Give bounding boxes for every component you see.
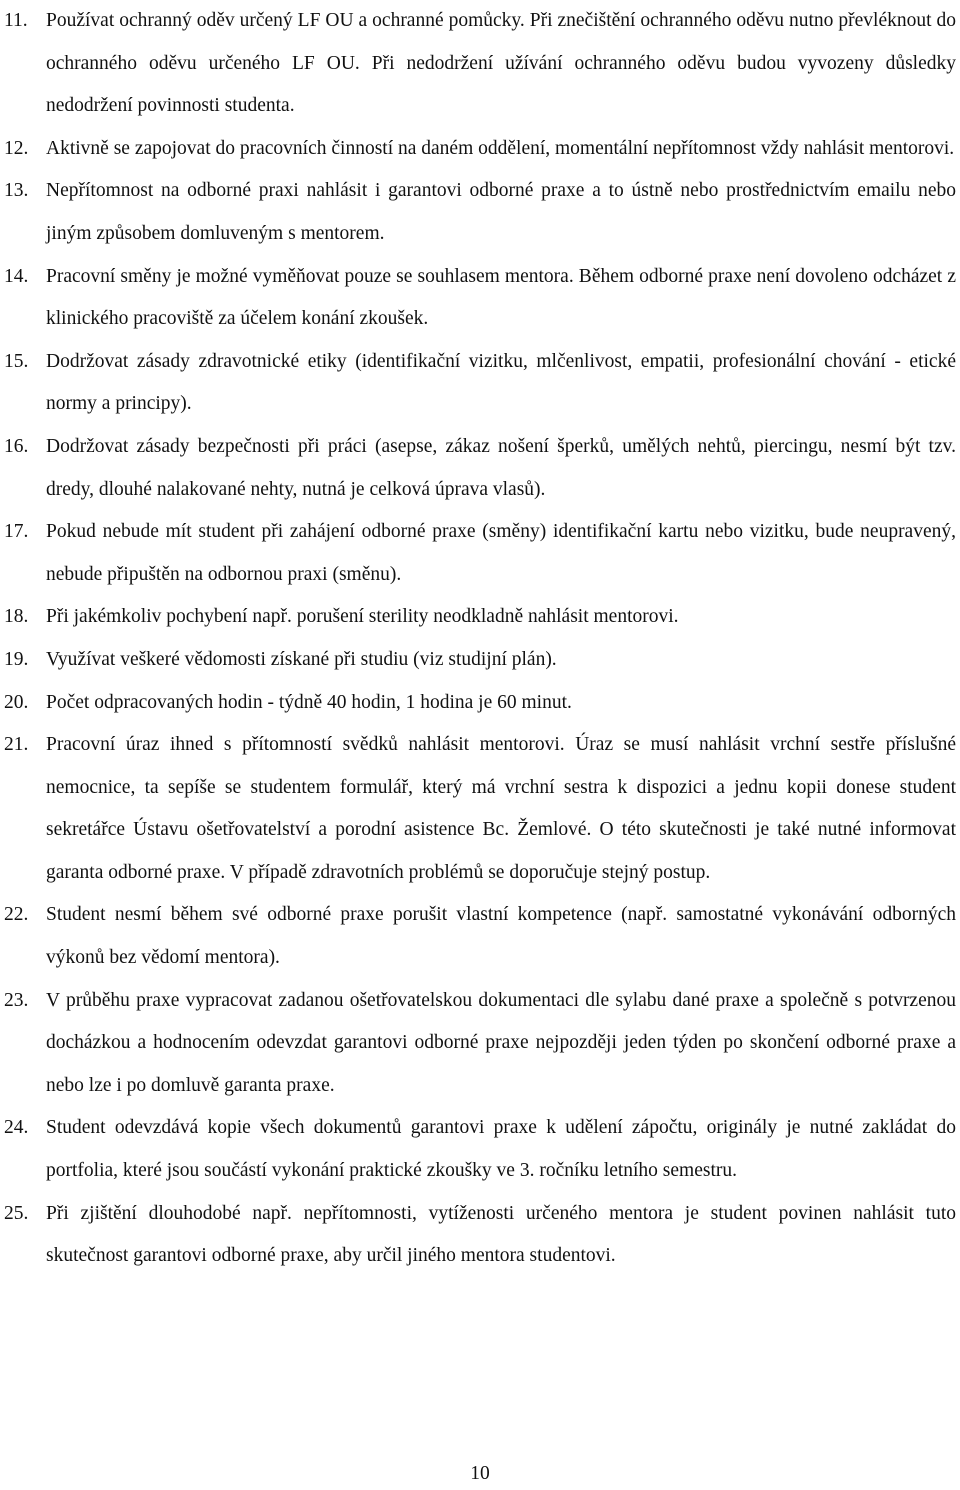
item-number: 19. bbox=[4, 648, 29, 670]
item-number: 15. bbox=[4, 350, 29, 372]
item-number: 12. bbox=[4, 137, 29, 159]
list-item bbox=[0, 724, 960, 894]
item-number: 11. bbox=[4, 10, 28, 31]
item-number: 17. bbox=[4, 521, 29, 543]
list-item bbox=[0, 1107, 960, 1192]
item-text: Pracovní směny je možné vyměňovat pouze se souhlasem mentora. Během odborné praxe není dovoleno odcházet z klinického pracoviště za účelem konání zkoušek. bbox=[46, 265, 956, 330]
item-text: Nepřítomnost na odborné praxi nahlásit i garantovi odborné praxe a to ústně nebo prostřednictvím emailu nebo jiným způsobem domluveným s mentorem. bbox=[46, 180, 956, 244]
list-item bbox=[0, 682, 960, 725]
item-text: Student odevzdává kopie všech dokumentů garantovi praxe k udělení zápočtu, originály je nutné zakládat do portfolia, které jsou součástí vykonání praktické zkoušky ve 3. ročníku letního semestru. bbox=[46, 1117, 956, 1182]
list-item bbox=[0, 639, 960, 682]
page-number: 10 bbox=[470, 1463, 490, 1484]
item-text: Při jakémkoliv pochybení např. porušení sterility neodkladně nahlásit mentorovi. bbox=[46, 606, 679, 628]
item-text: Pracovní úraz ihned s přítomností svědků nahlásit mentorovi. Úraz se musí nahlásit vrchní sestře příslušné nemocnice, ta sepíše se studentem formulář, který má vrchní sestra k dispozici a jednu kopii donese student sekretářce Ústavu ošetřovatelství a porodní asistence Bc. Žemlové. O této skutečnosti je také nutné informovat garanta odborné praxe. V případě zdravotních problémů se doporučuje stejný postup. bbox=[46, 734, 956, 883]
item-text: Pokud nebude mít student při zahájení odborné praxe (směny) identifikační kartu nebo vizitku, bude neupravený, nebude připuštěn na odbornou praxi (směnu). bbox=[46, 521, 956, 585]
list-item bbox=[0, 894, 960, 979]
item-text: Dodržovat zásady zdravotnické etiky (identifikační vizitku, mlčenlivost, empatii, profesionální chování - etické normy a principy). bbox=[46, 350, 956, 415]
list-item bbox=[0, 511, 960, 596]
item-text: Student nesmí během své odborné praxe porušit vlastní kompetence (např. samostatné vykonávání odborných výkonů bez vědomí mentora). bbox=[46, 904, 956, 969]
item-text: Využívat veškeré vědomosti získané při studiu (viz studijní plán). bbox=[46, 648, 557, 670]
item-number: 14. bbox=[4, 265, 29, 287]
list-item bbox=[0, 0, 960, 128]
item-number: 16. bbox=[4, 435, 29, 457]
item-number: 23. bbox=[4, 989, 29, 1011]
item-text: V průběhu praxe vypracovat zadanou ošetřovatelskou dokumentaci dle sylabu dané praxe a společně s potvrzenou docházkou a hodnocením odevzdat garantovi odborné praxe nejpozději jeden týden po skončení odborné praxe a nebo lze i po domluvě garanta praxe. bbox=[46, 989, 956, 1096]
item-text: Dodržovat zásady bezpečnosti při práci (asepse, zákaz nošení šperků, umělých nehtů, piercingu, nesmí být tzv. dredy, dlouhé nalakované nehty, nutná je celková úprava vlasů). bbox=[46, 435, 956, 500]
list-item bbox=[0, 170, 960, 255]
item-text: Aktivně se zapojovat do pracovních činností na daném oddělení, momentální nepřítomnost vždy nahlásit mentorovi. bbox=[46, 137, 955, 159]
list-item bbox=[0, 128, 960, 171]
item-text: Počet odpracovaných hodin - týdně 40 hodin, 1 hodina je 60 minut. bbox=[46, 691, 572, 713]
item-text: Při zjištění dlouhodobé např. nepřítomnosti, vytíženosti určeného mentora je student povinen nahlásit tuto skutečnost garantovi odborné praxe, aby určil jiného mentora studentovi. bbox=[46, 1202, 956, 1267]
list-item bbox=[0, 256, 960, 341]
item-number: 13. bbox=[4, 180, 29, 202]
list-item bbox=[0, 341, 960, 426]
item-number: 20. bbox=[4, 691, 29, 713]
list-item bbox=[0, 1193, 960, 1278]
list-item bbox=[0, 980, 960, 1108]
list-item bbox=[0, 426, 960, 511]
item-number: 24. bbox=[4, 1117, 29, 1139]
item-number: 21. bbox=[4, 734, 29, 756]
list-item bbox=[0, 596, 960, 639]
item-number: 25. bbox=[4, 1202, 29, 1224]
item-text: Používat ochranný oděv určený LF OU a ochranné pomůcky. Při znečištění ochranného oděvu nutno převléknout do ochranného oděvu určeného LF OU. Při nedodržení užívání ochranného oděvu budou vyvozeny důsledky nedodržení povinnosti studenta. bbox=[46, 10, 956, 117]
item-number: 18. bbox=[4, 606, 29, 628]
item-number: 22. bbox=[4, 904, 29, 926]
